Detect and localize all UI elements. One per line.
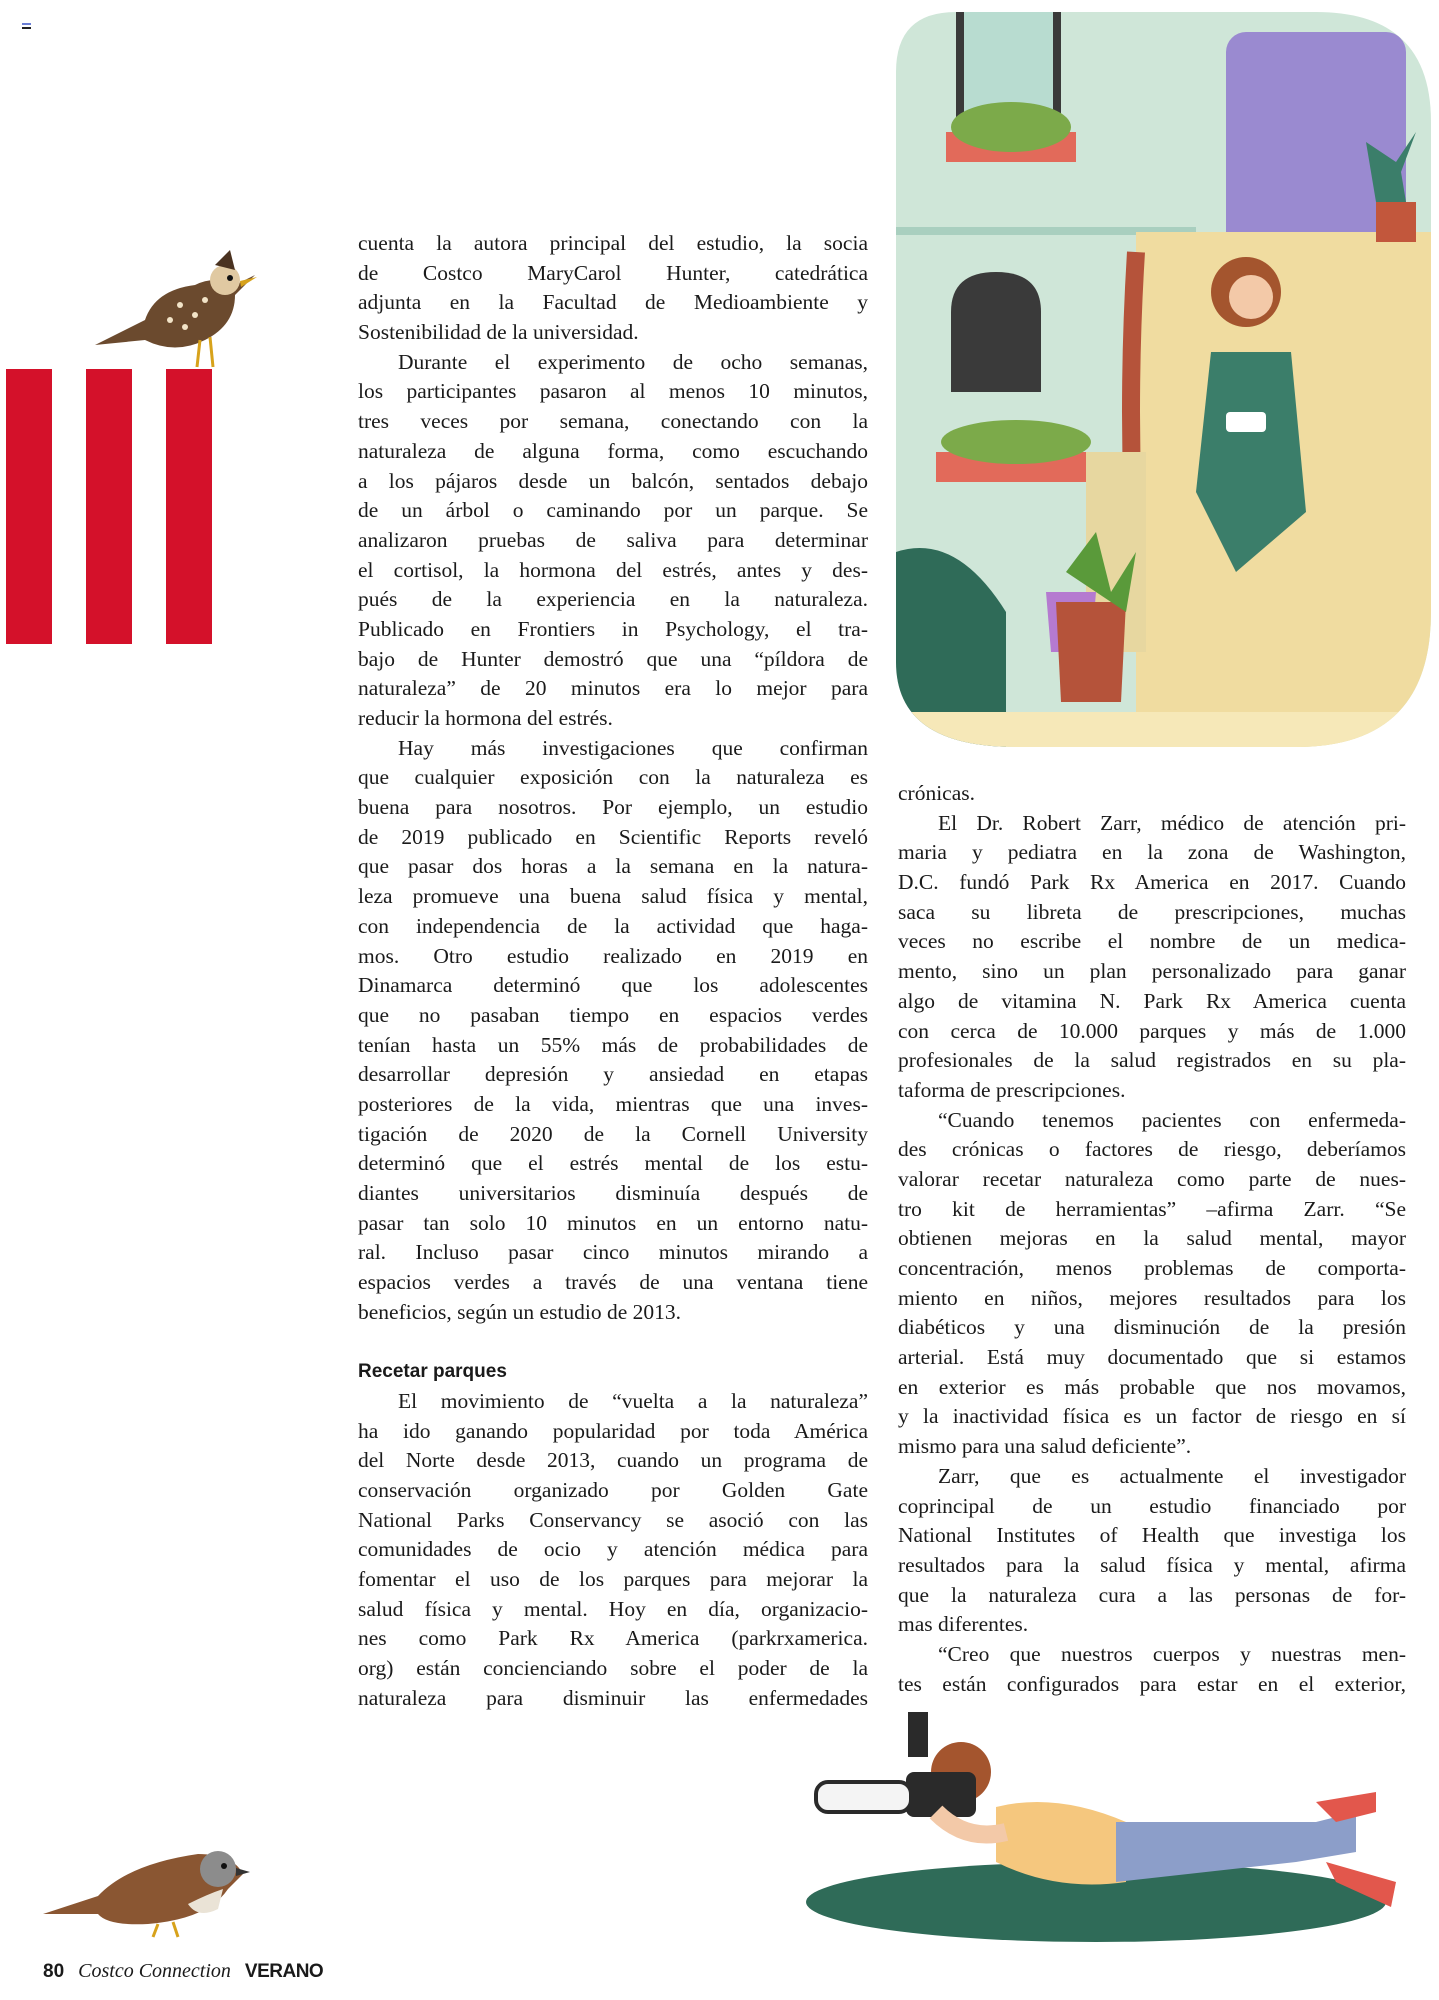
paragraph-line: Publicado en Frontiers in Psychology, el tra- [358, 616, 868, 641]
paragraph-line: coprincipal de un estudio financiado por [898, 1493, 1406, 1518]
paragraph-line: tes están configurados para estar en el exterior, [898, 1671, 1406, 1696]
article-column-right [898, 779, 1406, 1699]
paragraph-line: National Parks Conservancy se asoció con las [358, 1507, 868, 1532]
paragraph-line: miento en niños, mejores resultados para los [898, 1285, 1406, 1310]
paragraph-line: leza promueve una buena salud física y mental, [358, 884, 868, 909]
paragraph-line: y la inactividad física es un factor de riesgo en sí [898, 1404, 1406, 1429]
decorative-stripes [6, 369, 216, 644]
paragraph-line: posteriores de la vida, mientras que una inves- [358, 1091, 868, 1116]
paragraph-line: el cortisol, la hormona del estrés, antes y des- [358, 557, 868, 582]
bird-illustration-top [85, 245, 260, 375]
paragraph-line: ha ido ganando popularidad por toda América [358, 1418, 868, 1443]
paragraph-line: analizaron pruebas de saliva para determinar [358, 527, 868, 552]
paragraph-line: pués de la experiencia en la naturaleza. [358, 587, 868, 612]
paragraph-line: tenían hasta un 55% más de probabilidades de [358, 1032, 868, 1057]
paragraph-line: ral. Incluso pasar cinco minutos mirando a [358, 1240, 868, 1265]
paragraph-line: que cualquier exposición con la naturaleza es [358, 765, 868, 790]
paragraph-line: Sostenibilidad de la universidad. [358, 320, 639, 345]
paragraph-line: que no pasaban tiempo en espacios verdes [358, 1002, 868, 1027]
article-column-left [358, 229, 868, 1713]
paragraph-line: tres veces por semana, conectando con la [358, 409, 868, 434]
paragraph-line: tigación de 2020 de la Cornell University [358, 1121, 868, 1146]
paragraph-line: cuenta la autora principal del estudio, la socia [358, 231, 868, 255]
paragraph-line: de un árbol o caminando por un parque. Se [358, 498, 868, 523]
paragraph-line: crónicas. [898, 781, 976, 805]
paragraph-line: de Costco MaryCarol Hunter, catedrática [358, 260, 868, 285]
paragraph-line: fomentar el uso de los parques para mejorar la [358, 1566, 868, 1591]
paragraph-line: veces no escribe el nombre de un medica- [898, 929, 1406, 954]
paragraph-line: naturaleza de alguna forma, como escuchando [358, 438, 868, 463]
paragraph-line: valorar recetar naturaleza como parte de nues- [898, 1166, 1406, 1191]
paragraph-line: diantes universitarios disminuía después de [358, 1181, 868, 1205]
paragraph-line: profesionales de la salud registrados en su pla- [898, 1048, 1406, 1073]
page-footer [43, 1960, 323, 1983]
paragraph-line: a los pájaros desde un balcón, sentados debajo [358, 468, 868, 493]
paragraph-line: reducir la hormona del estrés. [358, 706, 613, 730]
paragraph-line: que pasar dos horas a la semana en la natura- [358, 854, 868, 879]
photographer-illustration [796, 1712, 1436, 1947]
paragraph-line: determinó que el estrés mental de los estu- [358, 1151, 868, 1176]
paragraph-line: pasar tan solo 10 minutos en un entorno natu- [358, 1210, 868, 1235]
paragraph-line: “Creo que nuestros cuerpos y nuestras men- [938, 1641, 1406, 1666]
paragraph-line: adjunta en la Facultad de Medioambiente y [358, 290, 868, 315]
paragraph-line: concentración, menos problemas de comporta- [898, 1256, 1406, 1280]
paragraph-line: mas diferentes. [898, 1612, 1029, 1637]
paragraph-line: que la naturaleza cura a las personas de for- [898, 1582, 1406, 1607]
paragraph-line: taforma de prescripciones. [898, 1077, 1126, 1102]
paragraph-line: beneficios, según un estudio de 2013. [358, 1299, 682, 1324]
publication-name: Costco Connection [78, 1960, 231, 1982]
issue-season: VERANO [244, 1961, 324, 1982]
paragraph-line: naturaleza” de 20 minutos era lo mejor para [358, 676, 868, 701]
menu-icon[interactable] [22, 23, 31, 31]
paragraph-line: con independencia de la actividad que haga- [358, 913, 868, 938]
paragraph-line: de 2019 publicado en Scientific Reports reveló [358, 824, 868, 849]
paragraph-line: algo de vitamina N. Park Rx America cuenta [898, 988, 1406, 1013]
paragraph-line: comunidades de ocio y atención médica para [358, 1537, 868, 1562]
paragraph-line: naturaleza para disminuir las enfermedades [358, 1685, 868, 1710]
paragraph-line: Zarr, que es actualmente el investigador [938, 1463, 1406, 1488]
paragraph-line: diabéticos y una disminución de la presión [898, 1315, 1406, 1340]
section-heading: Recetar parques [358, 1361, 507, 1383]
paragraph-line: D.C. fundó Park Rx America en 2017. Cuando [898, 870, 1406, 895]
paragraph-line: des crónicas o factores de riesgo, deberíamos [898, 1137, 1406, 1162]
paragraph-line: salud física y mental. Hoy en día, organizacio- [358, 1596, 868, 1621]
paragraph-line: los participantes pasaron al menos 10 minutos, [358, 379, 868, 404]
paragraph-line: mento, sino un plan personalizado para ganar [898, 959, 1406, 984]
paragraph-line: Dinamarca determinó que los adolescentes [358, 973, 868, 998]
paragraph-line: bajo de Hunter demostró que una “píldora de [358, 646, 868, 671]
paragraph-line: espacios verdes a través de una ventana tiene [358, 1270, 868, 1295]
paragraph-line: tro kit de herramientas” –afirma Zarr. “Se [898, 1196, 1406, 1221]
paragraph-line: Hay más investigaciones que confirman [398, 735, 868, 760]
paragraph-line: obtienen mejoras en la salud mental, mayor [898, 1226, 1406, 1251]
paragraph-line: resultados para la salud física y mental, afirma [898, 1552, 1406, 1577]
page-number: 80 [43, 1961, 65, 1982]
paragraph-line: conservación organizado por Golden Gate [358, 1477, 868, 1502]
paragraph-line: con cerca de 10.000 parques y más de 1.000 [898, 1018, 1406, 1043]
paragraph-line: El movimiento de “vuelta a la naturaleza” [398, 1388, 868, 1413]
paragraph-line: “Cuando tenemos pacientes con enfermeda- [938, 1107, 1406, 1132]
paragraph-line: arterial. Está muy documentado que si estamos [898, 1345, 1406, 1370]
paragraph-line: maria y pediatra en la zona de Washington, [898, 840, 1406, 865]
woman-on-stairs-illustration [896, 12, 1431, 747]
paragraph-line: org) están concienciando sobre el poder de la [358, 1656, 868, 1680]
paragraph-line: El Dr. Robert Zarr, médico de atención pri- [938, 810, 1406, 835]
paragraph-line: mismo para una salud deficiente”. [898, 1434, 1192, 1459]
paragraph-line: National Institutes of Health que investiga los [898, 1523, 1406, 1548]
paragraph-line: del Norte desde 2013, cuando un programa de [358, 1448, 868, 1473]
paragraph-line: nes como Park Rx America (parkrxamerica. [358, 1626, 868, 1651]
paragraph-line: en exterior es más probable que nos movamos, [898, 1374, 1406, 1399]
paragraph-line: desarrollar depresión y ansiedad en etapas [358, 1062, 868, 1087]
paragraph-line: mos. Otro estudio realizado en 2019 en [358, 943, 868, 968]
sparrow-illustration [38, 1834, 253, 1939]
paragraph-line: saca su libreta de prescripciones, muchas [898, 899, 1406, 924]
paragraph-line: Durante el experimento de ocho semanas, [398, 349, 868, 374]
paragraph-line: buena para nosotros. Por ejemplo, un estudio [358, 795, 868, 820]
